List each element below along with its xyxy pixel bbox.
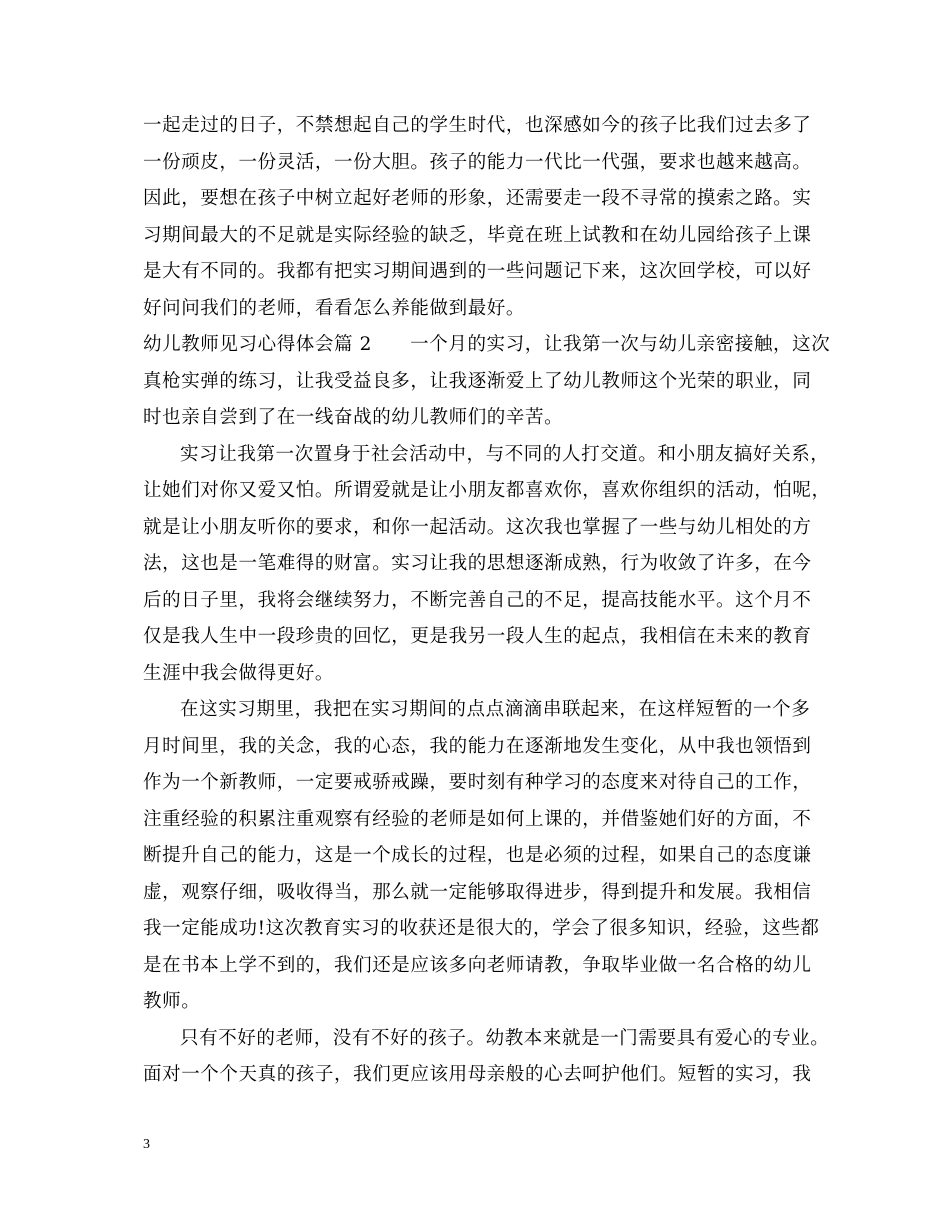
text-line: 好问问我们的老师，看看怎么养能做到最好。 bbox=[143, 297, 526, 319]
text-line: 仅是我人生中一段珍贵的回忆，更是我另一段人生的起点，我相信在未来的教育 bbox=[143, 626, 812, 647]
text-line: 一起走过的日子，不禁想起自己的学生时代，也深感如今的孩子比我们过去多了 bbox=[143, 115, 812, 136]
text-line: 是在书本上学不到的，我们还是应该多向老师请教，争取毕业做一名合格的幼儿 bbox=[143, 954, 812, 976]
text-line: 生涯中我会做得更好。 bbox=[143, 662, 335, 684]
text-line: 法，这也是一笔难得的财富。实习让我的思想逐渐成熟，行为收敛了许多，在今 bbox=[143, 553, 812, 574]
text-line: 让她们对你又爱又怕。所谓爱就是让小朋友都喜欢你，喜欢你组织的活动，怕呢， bbox=[143, 480, 831, 501]
text-line: 就是让小朋友听你的要求，和你一起活动。这次我也掌握了一些与幼儿相处的方 bbox=[143, 516, 812, 538]
text-line: 断提升自己的能力，这是一个成长的过程，也是必须的过程，如果自己的态度谦 bbox=[143, 845, 812, 866]
text-line: 实习让我第一次置身于社会活动中，与不同的人打交道。和小朋友搞好关系， bbox=[180, 443, 830, 465]
text-line: 面对一个个天真的孩子，我们更应该用母亲般的心去呵护他们。短暂的实习，我 bbox=[143, 1064, 812, 1085]
text-line: 幼儿教师见习心得体会篇 2 一个月的实习，让我第一次与幼儿亲密接触，这次 bbox=[143, 334, 831, 355]
text-line: 我一定能成功!这次教育实习的收获还是很大的，学会了很多知识，经验，这些都 bbox=[143, 918, 820, 939]
text-line: 在这实习期里，我把在实习期间的点点滴滴串联起来，在这样短暂的一个多 bbox=[180, 699, 811, 720]
text-line: 虚，观察仔细，吸收得当，那么就一定能够取得进步，得到提升和发展。我相信 bbox=[143, 881, 812, 903]
document-body bbox=[143, 108, 831, 1094]
text-line: 后的日子里，我将会继续努力，不断完善自己的不足，提高技能水平。这个月不 bbox=[143, 589, 812, 611]
page-number: 3 bbox=[143, 1137, 150, 1152]
text-line: 因此，要想在孩子中树立起好老师的形象，还需要走一段不寻常的摸索之路。实 bbox=[143, 188, 812, 209]
text-line: 只有不好的老师，没有不好的孩子。幼教本来就是一门需要具有爱心的专业。 bbox=[180, 1027, 830, 1049]
text-line: 真枪实弹的练习，让我受益良多，让我逐渐爱上了幼儿教师这个光荣的职业，同 bbox=[143, 370, 812, 392]
text-line: 是大有不同的。我都有把实习期间遇到的一些问题记下来，这次回学校，可以好 bbox=[143, 261, 812, 282]
text-line: 作为一个新教师，一定要戒骄戒躁，要时刻有种学习的态度来对待自己的工作， bbox=[143, 772, 812, 793]
text-line: 注重经验的积累注重观察有经验的老师是如何上课的，并借鉴她们好的方面，不 bbox=[143, 808, 812, 830]
text-line: 一份顽皮，一份灵活，一份大胆。孩子的能力一代比一代强，要求也越来越高。 bbox=[143, 151, 812, 173]
text-line: 时也亲自尝到了在一线奋战的幼儿教师们的辛苦。 bbox=[143, 407, 564, 428]
text-line: 月时间里，我的关念，我的心态，我的能力在逐渐地发生变化，从中我也领悟到 bbox=[143, 735, 812, 757]
text-line: 习期间最大的不足就是实际经验的缺乏，毕竟在班上试教和在幼儿园给孩子上课 bbox=[143, 224, 812, 246]
text-line: 教师。 bbox=[143, 991, 201, 1012]
